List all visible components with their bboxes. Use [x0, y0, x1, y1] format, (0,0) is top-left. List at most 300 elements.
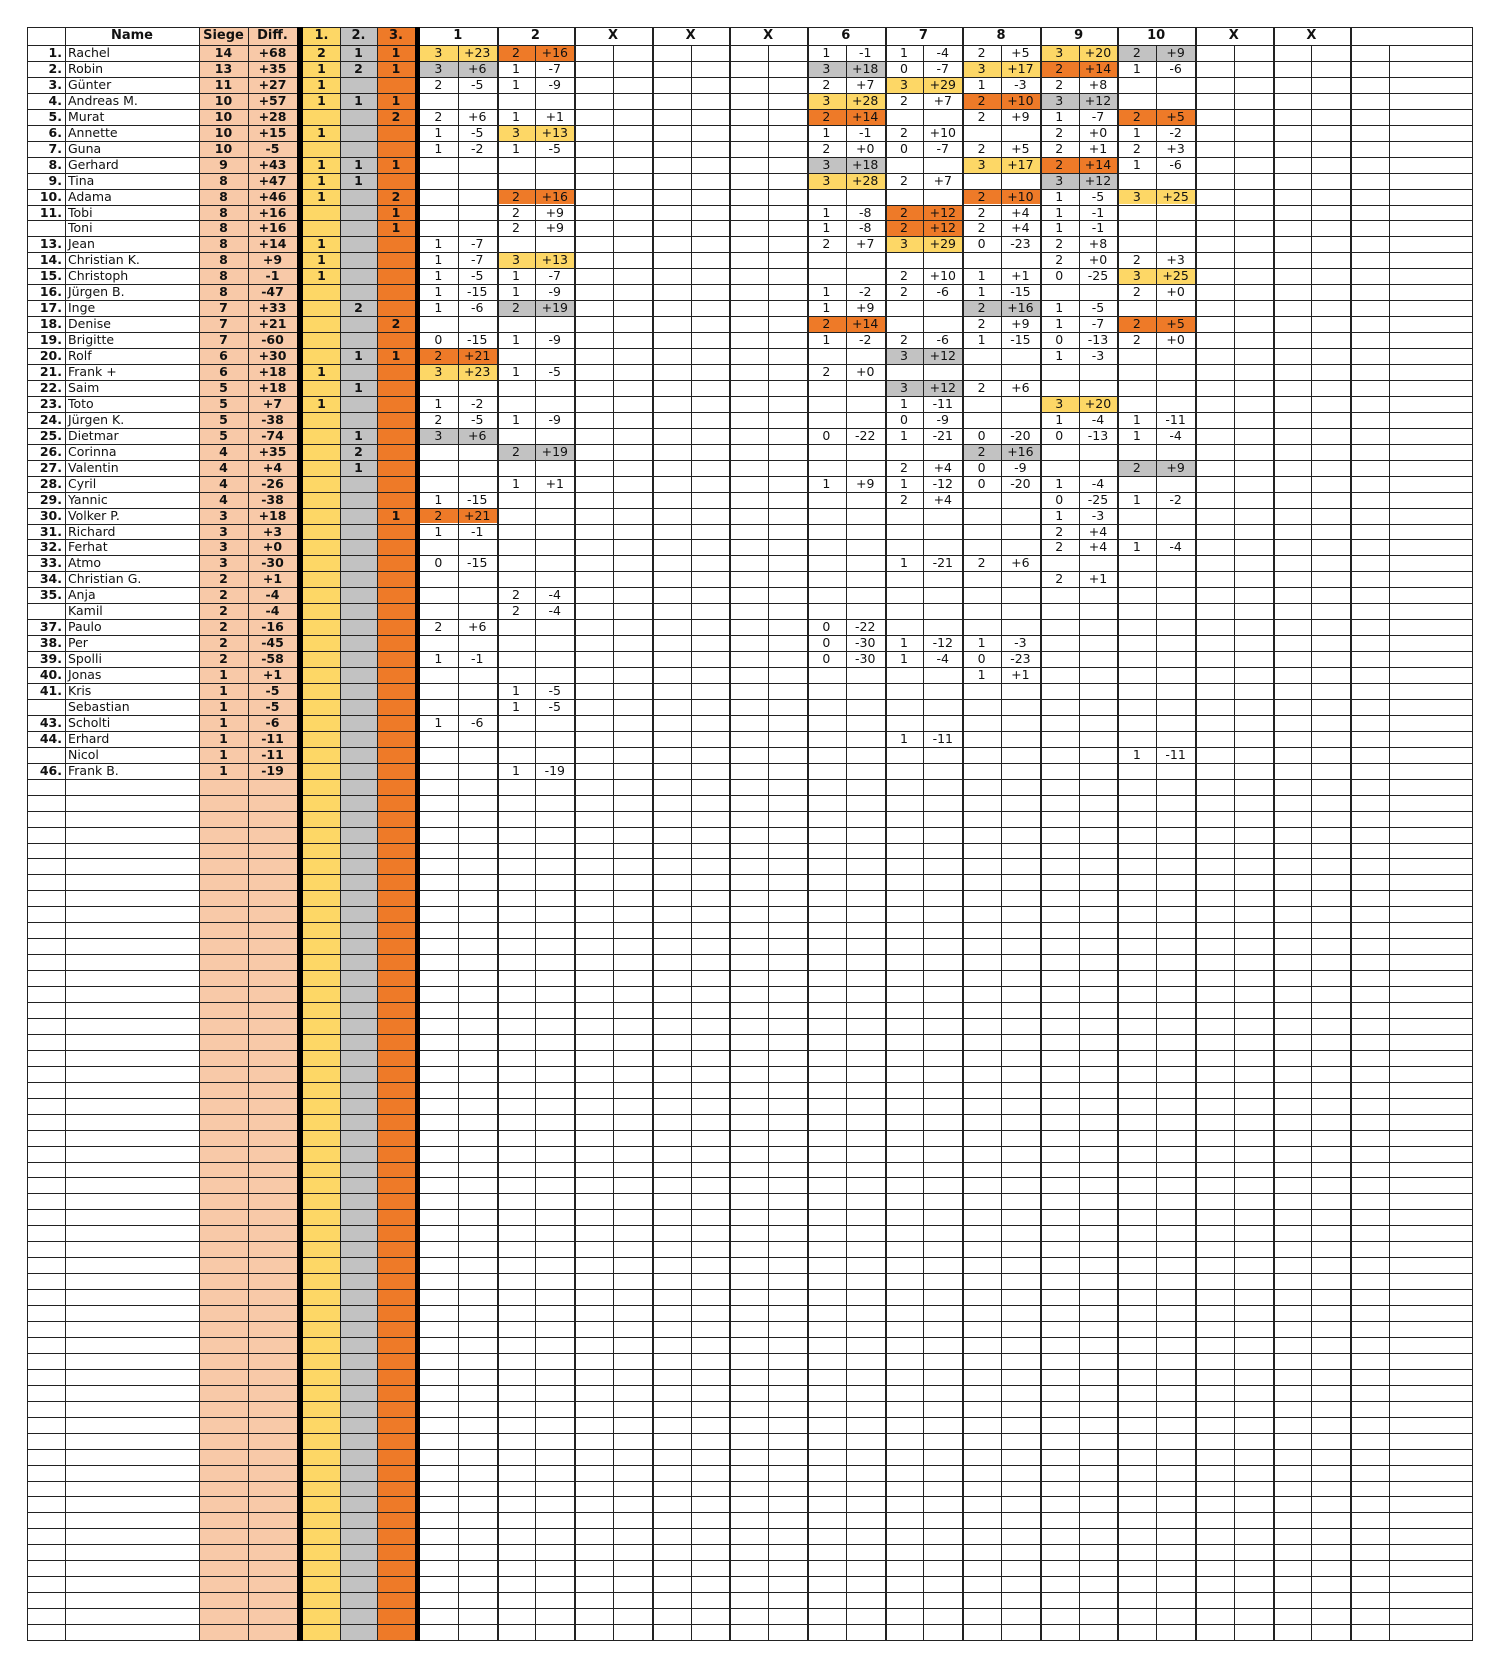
header-round-9: 9	[1074, 28, 1084, 43]
round-placement: 2	[977, 220, 986, 236]
round-placement: 3	[822, 172, 831, 188]
round-points: -7	[548, 60, 562, 76]
round-placement: 1	[512, 332, 520, 348]
second-place-count	[340, 205, 377, 221]
row-gridline	[27, 1465, 1473, 1466]
round-points: -15	[466, 555, 488, 571]
first-place-count: 1	[317, 76, 326, 92]
round-points: +6	[1011, 379, 1030, 395]
diff-cell: -74	[261, 427, 284, 443]
row-gridline	[27, 1449, 1473, 1450]
first-place-count	[303, 571, 340, 587]
round-points: -4	[548, 603, 562, 619]
round-placement: 1	[900, 395, 908, 411]
rank-cell: 34.	[39, 571, 62, 587]
round-points: -8	[858, 204, 872, 220]
diff-cell: +28	[258, 108, 287, 124]
round-points: +4	[933, 491, 952, 507]
round-placement: 0	[900, 411, 908, 427]
header-round-8: 8	[996, 28, 1006, 43]
first-place-count	[303, 316, 340, 332]
round-points: +6	[467, 60, 487, 76]
player-name: Christian K.	[68, 252, 140, 268]
diff-cell: -1	[265, 268, 280, 284]
player-name: Nicol	[68, 746, 99, 762]
player-name: Christian G.	[68, 571, 142, 587]
round-placement: 1	[1132, 124, 1141, 140]
third-place-count	[377, 731, 415, 747]
round-placement: 2	[977, 316, 986, 332]
diff-cell: +3	[262, 523, 283, 539]
wins-cell: 4	[219, 475, 228, 491]
player-name: Kamil	[68, 603, 103, 619]
round-points: -5	[548, 140, 562, 156]
second-place-count	[340, 412, 377, 428]
second-place-count	[340, 284, 377, 300]
player-name: Kris	[68, 683, 92, 698]
diff-cell: +33	[258, 300, 287, 316]
round-points: -5	[470, 124, 484, 140]
row-gridline	[27, 1162, 1473, 1163]
round-placement: 3	[1055, 92, 1064, 108]
round-placement: 1	[512, 698, 520, 714]
diff-cell: +18	[258, 507, 287, 523]
second-place-count	[340, 77, 377, 93]
wins-cell: 4	[219, 459, 228, 475]
round-points: -1	[470, 523, 484, 539]
round-points: -2	[1169, 124, 1182, 140]
round-group-line	[574, 27, 576, 1641]
round-placement: 3	[1055, 45, 1064, 60]
round-placement: 2	[512, 188, 520, 204]
round-placement: 2	[512, 204, 520, 220]
round-placement: 1	[512, 364, 520, 379]
round-placement: 0	[1055, 491, 1064, 507]
round-placement: 0	[1055, 332, 1064, 348]
round-placement: 1	[900, 651, 908, 667]
round-placement: 2	[977, 300, 986, 316]
player-name: Valentin	[68, 459, 119, 475]
row-gridline	[27, 1034, 1473, 1035]
round-points: +5	[1166, 316, 1185, 332]
row-gridline	[27, 1114, 1473, 1115]
player-name: Günter	[68, 76, 112, 92]
first-place-count	[303, 555, 340, 571]
round-placement: 0	[977, 236, 986, 252]
round-points: -7	[1091, 108, 1105, 124]
second-place-count	[340, 619, 377, 635]
first-place-count	[303, 539, 340, 555]
first-place-count	[303, 476, 340, 492]
round-points: +10	[1007, 188, 1034, 204]
diff-cell: +18	[258, 379, 287, 395]
diff-cell: +1	[262, 571, 283, 587]
round-placement: 2	[977, 555, 986, 571]
round-points: -7	[936, 60, 950, 76]
round-points: +16	[541, 45, 568, 60]
standings-table	[27, 27, 1473, 1641]
rank-cell: 7.	[48, 140, 62, 156]
round-points: -12	[932, 475, 953, 491]
diff-cell: +57	[258, 92, 287, 108]
rank-cell: 38.	[39, 635, 62, 651]
second-place-count: 1	[354, 427, 363, 443]
third-place-count	[377, 524, 415, 540]
round-placement: 1	[1055, 300, 1064, 316]
round-placement: 1	[434, 268, 443, 284]
round-group-line	[1350, 27, 1352, 1641]
first-place-count	[303, 683, 340, 699]
round-points: -4	[936, 45, 950, 60]
round-points: -1	[858, 45, 872, 60]
rank-cell: 26.	[39, 443, 62, 459]
first-place-count	[303, 524, 340, 540]
round-points: +28	[852, 92, 879, 108]
round-points: +7	[933, 172, 952, 188]
round-points: -25	[1087, 268, 1109, 284]
round-points: -4	[1169, 427, 1182, 443]
round-placement: 2	[434, 76, 443, 92]
wins-cell: 8	[219, 188, 228, 204]
rank-cell: 35.	[39, 587, 62, 603]
wins-cell: 5	[219, 411, 228, 427]
round-points: -3	[1014, 76, 1027, 92]
third-place-count	[377, 699, 415, 715]
row-gridline	[27, 858, 1473, 859]
wins-cell: 1	[219, 762, 228, 778]
third-place-count	[377, 492, 415, 508]
third-place-count	[377, 476, 415, 492]
round-points: +7	[933, 92, 952, 108]
round-placement: 3	[1132, 188, 1141, 204]
round-placement: 0	[1055, 427, 1064, 443]
row-gridline	[27, 1592, 1473, 1593]
round-placement: 1	[822, 300, 831, 316]
round-placement: 1	[1055, 204, 1064, 220]
round-split-line	[1311, 45, 1312, 1641]
row-gridline	[27, 811, 1473, 812]
round-placement: 1	[977, 284, 986, 300]
rank-cell: 13.	[39, 236, 62, 252]
rank-cell: 17.	[39, 300, 62, 316]
player-name: Denise	[68, 316, 111, 332]
header-round-12: X	[1306, 28, 1317, 43]
round-placement: 1	[822, 45, 831, 60]
diff-cell: +9	[262, 252, 283, 268]
round-points: -23	[1010, 236, 1031, 252]
round-placement: 0	[977, 459, 986, 475]
round-placement: 1	[1055, 348, 1064, 364]
round-placement: 3	[822, 60, 831, 76]
header-round-4: X	[685, 28, 696, 43]
round-placement: 2	[900, 172, 908, 188]
round-placement: 1	[1132, 491, 1141, 507]
round-points: +8	[1088, 236, 1108, 252]
round-points: +25	[1162, 268, 1189, 284]
third-place-count: 1	[391, 45, 401, 60]
player-name: Frank +	[68, 364, 117, 379]
round-points: -9	[936, 411, 950, 427]
diff-cell: -16	[261, 619, 284, 635]
round-placement: 1	[1132, 746, 1141, 762]
wins-cell: 6	[219, 364, 228, 379]
diff-cell: -38	[261, 411, 284, 427]
third-place-count	[377, 268, 415, 284]
row-gridline	[27, 874, 1473, 875]
round-placement: 3	[512, 124, 520, 140]
wins-cell: 2	[219, 603, 228, 619]
second-place-count	[340, 731, 377, 747]
first-place-count: 1	[317, 172, 326, 188]
diff-cell: -38	[261, 491, 284, 507]
round-placement: 1	[434, 124, 443, 140]
player-name: Saim	[68, 379, 100, 395]
first-place-count	[303, 332, 340, 348]
first-place-count	[303, 428, 340, 444]
round-placement: 2	[977, 379, 986, 395]
round-points: +19	[541, 300, 568, 316]
row-gridline	[27, 1385, 1473, 1386]
wins-cell: 5	[219, 379, 228, 395]
wins-cell: 7	[219, 316, 228, 332]
first-place-count	[303, 635, 340, 651]
round-placement: 1	[512, 411, 520, 427]
row-gridline	[27, 1433, 1473, 1434]
wins-cell: 10	[214, 92, 233, 108]
round-points: +12	[929, 379, 956, 395]
first-place-count	[303, 444, 340, 460]
round-placement: 2	[1132, 45, 1141, 60]
rank-cell	[27, 699, 65, 715]
round-points: +4	[1088, 523, 1108, 539]
round-placement: 3	[434, 45, 443, 60]
row-gridline	[27, 1241, 1473, 1242]
round-points: +9	[1166, 459, 1185, 475]
first-place-count: 1	[317, 252, 326, 268]
row-gridline	[27, 1225, 1473, 1226]
round-points: +0	[855, 140, 875, 156]
round-points: +12	[929, 204, 956, 220]
player-name: Spolli	[68, 651, 102, 667]
wins-cell: 2	[219, 571, 228, 587]
wins-cell: 1	[219, 667, 228, 683]
round-placement: 3	[900, 236, 908, 252]
third-place-count	[377, 603, 415, 619]
round-points: +12	[929, 220, 956, 236]
round-placement: 2	[1055, 156, 1064, 172]
first-place-count: 1	[317, 395, 326, 411]
round-points: +1	[1011, 667, 1030, 683]
diff-cell: -60	[261, 332, 284, 348]
wins-cell: 11	[214, 76, 233, 92]
round-points: +20	[1084, 45, 1112, 60]
round-placement: 1	[434, 651, 443, 667]
round-points: +3	[1166, 252, 1185, 268]
row-gridline	[27, 1305, 1473, 1306]
round-placement: 1	[1132, 539, 1141, 555]
round-points: -3	[1014, 635, 1027, 651]
round-points: -7	[1091, 316, 1105, 332]
second-place-count: 1	[354, 379, 363, 395]
round-placement: 2	[822, 108, 831, 124]
row-gridline	[27, 1496, 1473, 1497]
third-place-count	[377, 715, 415, 731]
second-place-count	[340, 683, 377, 699]
first-place-count	[303, 667, 340, 683]
header-siege: Siege	[203, 28, 244, 43]
header-diff: Diff.	[257, 28, 288, 43]
third-place-count	[377, 763, 415, 779]
second-place-count	[340, 699, 377, 715]
diff-cell: -11	[261, 746, 284, 762]
round-placement: 1	[1132, 156, 1141, 172]
round-placement: 2	[822, 140, 831, 156]
header-round-10: 10	[1147, 28, 1166, 43]
wins-cell: 1	[219, 730, 228, 746]
round-points: -21	[932, 555, 953, 571]
round-points: +9	[855, 300, 875, 316]
third-place-count	[377, 77, 415, 93]
round-points: +21	[464, 507, 491, 523]
player-name: Corinna	[68, 443, 117, 459]
round-placement: 0	[977, 475, 986, 491]
round-points: +13	[541, 252, 568, 268]
round-placement: 2	[1055, 60, 1064, 76]
rank-cell: 43.	[39, 714, 62, 730]
round-points: -9	[1014, 459, 1027, 475]
round-placement: 2	[1055, 76, 1064, 92]
first-place-count	[303, 651, 340, 667]
round-placement: 2	[822, 76, 831, 92]
round-placement: 3	[512, 252, 520, 268]
round-points: +6	[467, 427, 487, 443]
round-placement: 1	[434, 140, 443, 156]
round-placement: 2	[512, 300, 520, 316]
diff-cell: +18	[258, 364, 287, 379]
round-points: -9	[548, 411, 562, 427]
rank-cell: 15.	[39, 268, 62, 284]
round-placement: 0	[434, 555, 443, 571]
diff-cell: -47	[261, 284, 284, 300]
round-points: -6	[470, 714, 484, 730]
first-place-count	[303, 220, 340, 236]
third-place-count: 1	[391, 348, 401, 364]
diff-cell: +14	[258, 236, 287, 252]
rank-cell: 18.	[39, 316, 62, 332]
round-placement: 1	[1055, 108, 1064, 124]
third-place-count	[377, 667, 415, 683]
wins-cell: 3	[219, 523, 228, 539]
header-round-2: 2	[530, 28, 540, 43]
player-name: Jonas	[68, 667, 102, 683]
round-points: -5	[470, 411, 484, 427]
round-points: +6	[1011, 555, 1030, 571]
second-place-count: 1	[354, 156, 363, 172]
round-placement: 3	[434, 427, 443, 443]
wins-cell: 1	[219, 746, 228, 762]
rank-cell: 22.	[39, 379, 62, 395]
round-placement: 2	[434, 619, 443, 635]
player-name: Inge	[68, 300, 96, 316]
wins-cell: 3	[219, 539, 228, 555]
first-place-count	[303, 763, 340, 779]
round-placement: 1	[1055, 411, 1064, 427]
round-points: -6	[936, 284, 950, 300]
wins-cell: 5	[219, 427, 228, 443]
round-placement: 1	[977, 635, 986, 651]
second-place-count: 2	[354, 443, 363, 459]
wins-cell: 10	[214, 140, 233, 156]
player-name: Paulo	[68, 619, 102, 635]
rank-cell	[27, 603, 65, 619]
diff-cell: -4	[265, 587, 280, 603]
first-place-count: 1	[317, 92, 326, 108]
round-placement: 2	[434, 108, 443, 124]
player-name: Murat	[68, 108, 105, 124]
round-placement: 2	[1055, 571, 1064, 587]
round-placement: 2	[1132, 316, 1141, 332]
wins-cell: 1	[219, 714, 228, 730]
player-name: Robin	[68, 60, 104, 76]
round-placement: 1	[822, 220, 831, 236]
player-name: Ferhat	[68, 539, 108, 555]
round-placement: 3	[1132, 268, 1141, 284]
round-placement: 2	[434, 507, 443, 523]
third-place-count	[377, 571, 415, 587]
round-points: +1	[1011, 268, 1030, 284]
round-points: +5	[1011, 45, 1030, 60]
round-points: -2	[470, 140, 484, 156]
round-points: -4	[1091, 475, 1105, 491]
round-split-line	[613, 45, 614, 1641]
rank-cell: 1.	[48, 45, 62, 60]
diff-cell: +46	[258, 188, 287, 204]
rank-cell: 30.	[39, 507, 62, 523]
round-placement: 1	[512, 108, 520, 124]
round-placement: 3	[1055, 395, 1064, 411]
header-round-6: 6	[841, 28, 851, 43]
round-placement: 2	[512, 603, 520, 619]
rank-cell: 46.	[39, 762, 62, 778]
player-name: Tina	[68, 172, 95, 188]
round-placement: 1	[1132, 411, 1141, 427]
round-placement: 1	[822, 475, 831, 491]
round-placement: 1	[977, 332, 986, 348]
third-place-count	[377, 444, 415, 460]
first-place-count	[303, 348, 340, 364]
round-points: +0	[855, 364, 875, 379]
wins-cell: 8	[219, 284, 228, 300]
round-points: +9	[1011, 108, 1030, 124]
header-first: 1.	[314, 28, 329, 43]
player-name: Dietmar	[68, 427, 119, 443]
header-round-3: X	[607, 28, 618, 43]
diff-cell: +35	[258, 443, 287, 459]
round-placement: 1	[1132, 60, 1141, 76]
diff-cell: -5	[265, 683, 280, 698]
third-place-count	[377, 332, 415, 348]
round-points: +0	[1166, 332, 1185, 348]
rank-cell: 9.	[48, 172, 62, 188]
diff-cell: +30	[258, 348, 287, 364]
round-placement: 1	[512, 284, 520, 300]
round-split-line	[1079, 45, 1080, 1641]
round-points: -13	[1087, 332, 1109, 348]
second-place-count	[340, 508, 377, 524]
round-points: +1	[545, 108, 564, 124]
rank-cell: 41.	[39, 683, 62, 698]
round-points: -19	[544, 762, 565, 778]
